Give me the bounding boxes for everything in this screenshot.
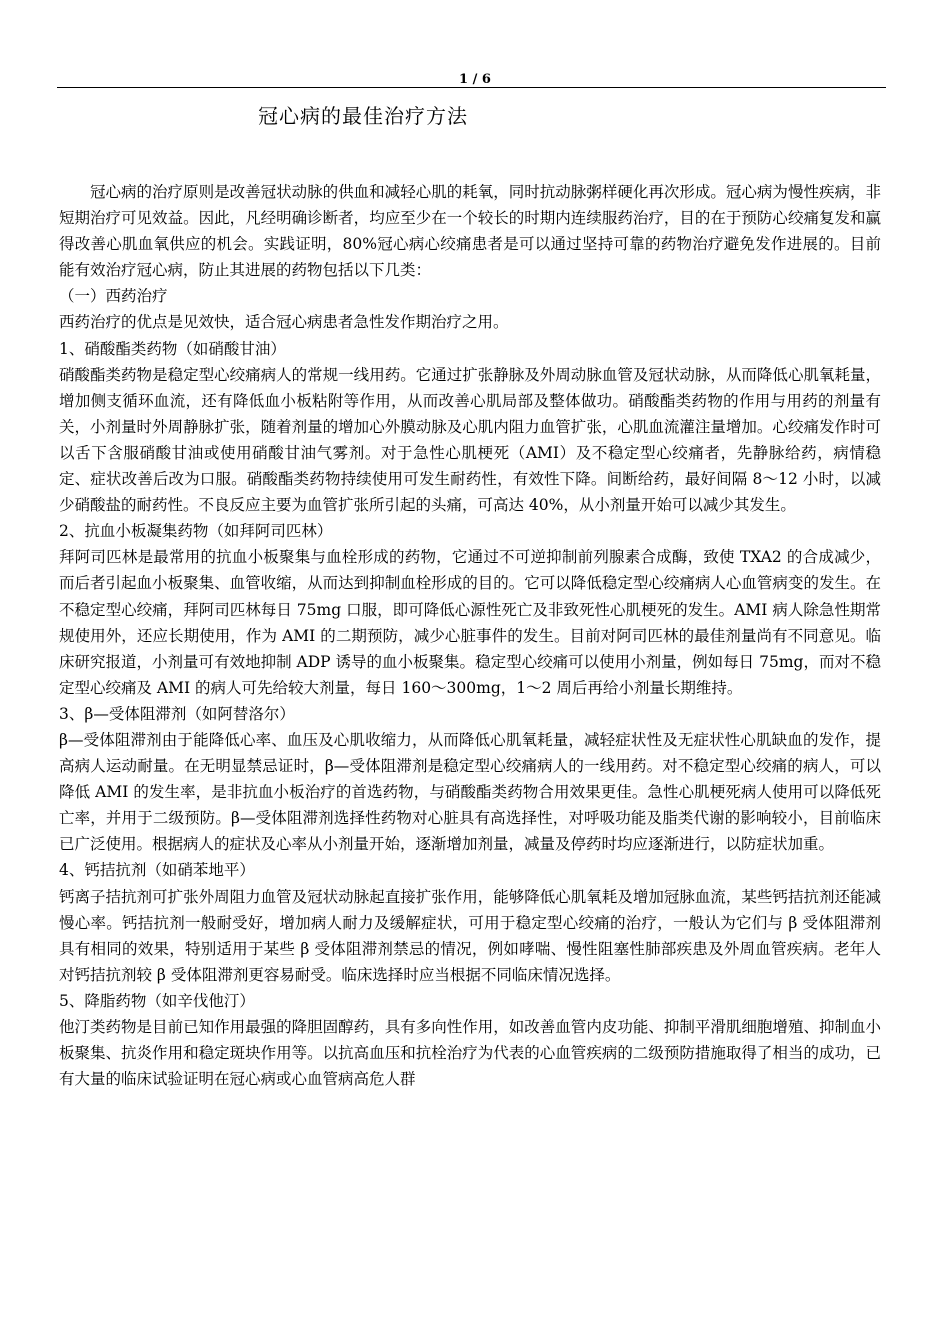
document-title: 冠心病的最佳治疗方法 bbox=[258, 104, 468, 128]
section-heading: （一）西药治疗 bbox=[59, 287, 168, 306]
page-number: 1 / 6 bbox=[459, 72, 491, 87]
item-heading: 1、硝酸酯类药物（如硝酸甘油） bbox=[59, 339, 286, 358]
item-heading: 2、抗血小板凝集药物（如拜阿司匹林） bbox=[59, 522, 333, 541]
item-heading: 4、钙拮抗剂（如硝苯地平） bbox=[59, 861, 255, 880]
item-paragraph: 硝酸酯类药物是稳定型心绞痛病人的常规一线用药。它通过扩张静脉及外周动脉血管及冠状动脉，从而降低心肌氧耗量，增加侧支循环血流，还有降低血小板粘附等作用，从而改善心肌局部及整体做功。硝酸酯类药物的作用与用药的剂量有关，小剂量时外周静脉扩张，随着剂量的增加心外膜动脉及心肌内阻力血管扩张，心肌血流灌注量增加。心绞痛发作时可以舌下含服硝酸甘油或使用硝酸甘油气雾剂。对于急性心肌梗死（AMI）及不稳定型心绞痛者，先静脉给药，病情稳定、症状改善后改为口服。硝酸酯类药物持续使用可发生耐药性，有效性下降。间断给药，最好间隔 8～12 小时，以减少硝酸盐的耐药性。不良反应主要为血管扩张所引起的头痛，可高达 40%，从小剂量开始可以减少其发生。 bbox=[59, 365, 881, 515]
document-body bbox=[59, 179, 881, 1092]
item-paragraph: β—受体阻滞剂由于能降低心率、血压及心肌收缩力，从而降低心肌氧耗量，减轻症状性及无症状性心肌缺血的发作，提高病人运动耐量。在无明显禁忌证时，β—受体阻滞剂是稳定型心绞痛病人的一线用药。对不稳定型心绞痛的病人，可以降低 AMI 的发生率，是非抗血小板治疗的首选药物，与硝酸酯类药物合用效果更佳。急性心肌梗死病人使用可以降低死亡率，并用于二级预防。β—受体阻滞剂选择性药物对心脏具有高选择性，对呼吸功能及脂类代谢的影响较小，目前临床已广泛使用。根据病人的症状及心率从小剂量开始，逐渐增加剂量，减量及停药时均应逐渐进行，以防症状加重。 bbox=[59, 730, 881, 854]
item-heading: 3、β—受体阻滞剂（如阿替洛尔） bbox=[59, 704, 295, 723]
header-divider bbox=[57, 87, 886, 88]
intro-paragraph: 冠心病的治疗原则是改善冠状动脉的供血和减轻心肌的耗氧，同时抗动脉粥样硬化再次形成。冠心病为慢性疾病，非短期治疗可见效益。因此，凡经明确诊断者，均应至少在一个较长的时期内连续服药治疗，目的在于预防心绞痛复发和赢得改善心肌血氧供应的机会。实践证明，80%冠心病心绞痛患者是可以通过坚持可靠的药物治疗避免发作进展的。目前能有效治疗冠心病，防止其进展的药物包括以下几类： bbox=[59, 183, 881, 280]
item-paragraph: 他汀类药物是目前已知作用最强的降胆固醇药，具有多向性作用，如改善血管内皮功能、抑制平滑肌细胞增殖、抑制血小板聚集、抗炎作用和稳定斑块作用等。以抗高血压和抗栓治疗为代表的心血管疾病的二级预防措施取得了相当的成功，已有大量的临床试验证明在冠心病或心血管病高危人群 bbox=[59, 1018, 881, 1089]
item-paragraph: 钙离子拮抗剂可扩张外周阻力血管及冠状动脉起直接扩张作用，能够降低心肌氧耗及增加冠脉血流，某些钙拮抗剂还能减慢心率。钙拮抗剂一般耐受好，增加病人耐力及缓解症状，可用于稳定型心绞痛的治疗，一般认为它们与 β 受体阻滞剂具有相同的效果，特别适用于某些 β 受体阻滞剂禁忌的情况，例如哮喘、慢性阻塞性肺部疾患及外周血管疾病。老年人对钙拮抗剂较 β 受体阻滞剂更容易耐受。临床选择时应当根据不同临床情况选择。 bbox=[59, 887, 881, 984]
item-paragraph: 拜阿司匹林是最常用的抗血小板聚集与血栓形成的药物，它通过不可逆抑制前列腺素合成酶，致使 TXA2 的合成减少，而后者引起血小板聚集、血管收缩，从而达到抑制血栓形成的目的。它可以降低稳定型心绞痛病人心血管病变的发生。在不稳定型心绞痛，拜阿司匹林每日 75mg 口服，即可降低心源性死亡及非致死性心肌梗死的发生。AMI 病人除急性期常规使用外，还应长期使用，作为 AMI 的二期预防，减少心脏事件的发生。目前对阿司匹林的最佳剂量尚有不同意见。临床研究报道，小剂量可有效地抑制 ADP 诱导的血小板聚集。稳定型心绞痛可以使用小剂量，例如每日 75mg，而对不稳定型心绞痛及 AMI 的病人可先给较大剂量，每日 160～300mg，1～2 周后再给小剂量长期维持。 bbox=[59, 548, 881, 697]
item-heading: 5、降脂药物（如辛伐他汀） bbox=[59, 991, 255, 1010]
section-intro-paragraph: 西药治疗的优点是见效快，适合冠心病患者急性发作期治疗之用。 bbox=[59, 313, 509, 332]
